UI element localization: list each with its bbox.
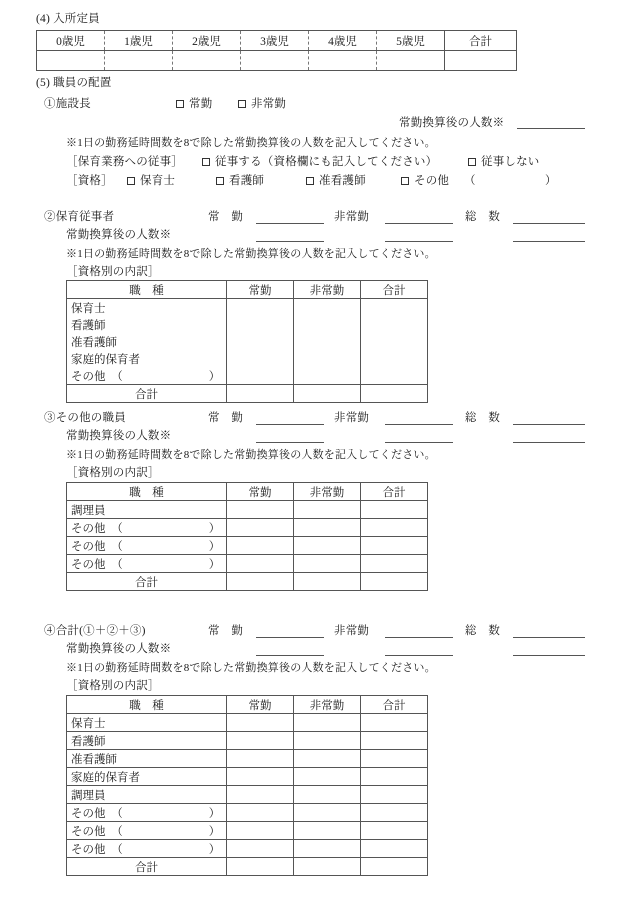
breakdown-total-cell[interactable]	[361, 750, 428, 768]
item1-qual-other-close-paren: ）	[545, 175, 557, 187]
breakdown-hijokin-cell[interactable]	[294, 350, 361, 367]
item1-hijokin-label: 非常勤	[251, 98, 287, 110]
item1-hijokin-checkbox[interactable]	[238, 99, 286, 111]
breakdown-jokin-cell[interactable]	[227, 299, 294, 317]
breakdown-jokin-cell[interactable]	[227, 350, 294, 367]
job-type-cell: 家庭的保育者	[67, 350, 227, 367]
item1-jokin-label: 常勤	[189, 98, 213, 110]
item2-sosu-label: 総 数	[465, 211, 501, 223]
item3-hijokin-input[interactable]	[385, 424, 453, 425]
item2-sosu-input[interactable]	[513, 223, 585, 224]
item2-kansan-sosu-input[interactable]	[513, 241, 585, 242]
item4-hijokin-label: 非常勤	[334, 625, 370, 637]
checkbox-icon[interactable]	[468, 158, 476, 166]
breakdown-jokin-cell[interactable]	[227, 537, 294, 555]
item4-breakdown-label: ［資格別の内訳］	[66, 680, 160, 692]
job-type-cell	[67, 519, 227, 537]
breakdown-hijokin-cell[interactable]	[294, 732, 361, 750]
job-type-label: その他 （	[71, 370, 123, 383]
job-type-cell: 調理員	[67, 786, 227, 804]
item4-hijokin-input[interactable]	[385, 637, 453, 638]
breakdown-total-cell[interactable]	[361, 316, 428, 333]
breakdown-hijokin-cell[interactable]	[294, 786, 361, 804]
breakdown-total-jokin-cell[interactable]	[227, 858, 294, 876]
breakdown-total-cell[interactable]	[361, 822, 428, 840]
item4-jokin-input[interactable]	[256, 637, 324, 638]
job-type-close-paren: ）	[208, 807, 221, 820]
breakdown-header-row	[67, 281, 428, 299]
item1-qual-hoikushi-checkbox[interactable]	[127, 176, 175, 188]
table-row	[67, 768, 428, 786]
capacity-header-cell: 2歳児	[173, 31, 241, 51]
breakdown-hijokin-cell[interactable]	[294, 537, 361, 555]
breakdown-total-cell[interactable]	[361, 519, 428, 537]
item1-qual-other-label: その他	[414, 175, 450, 187]
breakdown-total-cell[interactable]	[361, 732, 428, 750]
breakdown-header-cell: 非常勤	[294, 696, 361, 714]
item4-kansan-label: 常勤換算後の人数※	[66, 643, 172, 655]
capacity-value-cell[interactable]	[377, 51, 445, 71]
breakdown-header-cell: 合計	[361, 696, 428, 714]
job-type-cell: 調理員	[67, 501, 227, 519]
breakdown-total-label: 合計	[67, 385, 227, 403]
breakdown-hijokin-cell[interactable]	[294, 299, 361, 317]
job-type-label: その他 （	[71, 843, 123, 856]
table-row	[67, 555, 428, 573]
item1-kansan-label: 常勤換算後の人数※	[399, 117, 505, 129]
breakdown-header-cell: 非常勤	[294, 281, 361, 299]
breakdown-total-cell[interactable]	[361, 537, 428, 555]
item2-jokin-input[interactable]	[256, 223, 324, 224]
checkbox-icon[interactable]	[176, 100, 184, 108]
breakdown-total-cell[interactable]	[361, 714, 428, 732]
job-type-cell: 保育士	[67, 299, 227, 317]
breakdown-jokin-cell[interactable]	[227, 732, 294, 750]
job-type-label: その他 （	[71, 522, 123, 535]
breakdown-jokin-cell[interactable]	[227, 316, 294, 333]
capacity-value-cell[interactable]	[241, 51, 309, 71]
job-type-cell	[67, 367, 227, 385]
breakdown-jokin-cell[interactable]	[227, 768, 294, 786]
item3-sosu-label: 総 数	[465, 412, 501, 424]
item1-duty-no-label: 従事しない	[481, 156, 540, 168]
table-row	[67, 350, 428, 367]
job-type-cell	[67, 840, 227, 858]
breakdown-header-cell: 職 種	[67, 281, 227, 299]
checkbox-icon[interactable]	[127, 177, 135, 185]
breakdown-total-row	[67, 573, 428, 591]
item4-sosu-label: 総 数	[465, 625, 501, 637]
item4-kansan-jokin-input[interactable]	[256, 655, 324, 656]
capacity-header-row	[37, 31, 517, 51]
breakdown-total-hijokin-cell[interactable]	[294, 858, 361, 876]
job-type-label: その他 （	[71, 807, 123, 820]
item1-duty-label: ［保育業務への従事］	[66, 156, 183, 168]
job-type-cell	[67, 804, 227, 822]
table-row	[67, 804, 428, 822]
breakdown-total-cell[interactable]	[361, 299, 428, 317]
item1-qual-junkangoshi-checkbox[interactable]	[306, 176, 366, 188]
job-type-close-paren: ）	[208, 522, 221, 535]
table-row	[67, 840, 428, 858]
job-type-close-paren: ）	[208, 558, 221, 571]
breakdown-header-cell: 常勤	[227, 696, 294, 714]
checkbox-icon[interactable]	[401, 177, 409, 185]
capacity-header-cell: 1歳児	[105, 31, 173, 51]
breakdown-jokin-cell[interactable]	[227, 840, 294, 858]
job-type-cell: 准看護師	[67, 750, 227, 768]
table-row	[67, 822, 428, 840]
item2-title: ②保育従事者	[44, 211, 115, 223]
job-type-close-paren: ）	[208, 843, 221, 856]
breakdown-hijokin-cell[interactable]	[294, 501, 361, 519]
job-type-cell: 家庭的保育者	[67, 768, 227, 786]
item3-breakdown-table	[66, 482, 428, 591]
item3-breakdown-label: ［資格別の内訳］	[66, 467, 160, 479]
item1-qual-hoikushi-label: 保育士	[140, 175, 176, 187]
item3-jokin-label: 常 勤	[208, 412, 244, 424]
item4-kansan-sosu-input[interactable]	[513, 655, 585, 656]
job-type-close-paren: ）	[208, 825, 221, 838]
item1-qual-other-open-paren: （	[464, 175, 476, 187]
breakdown-jokin-cell[interactable]	[227, 804, 294, 822]
breakdown-hijokin-cell[interactable]	[294, 714, 361, 732]
breakdown-jokin-cell[interactable]	[227, 714, 294, 732]
breakdown-total-label: 合計	[67, 858, 227, 876]
breakdown-total-cell[interactable]	[361, 768, 428, 786]
table-row	[67, 537, 428, 555]
job-type-label: その他 （	[71, 540, 123, 553]
job-type-cell: 准看護師	[67, 333, 227, 350]
item1-qual-other-checkbox[interactable]	[401, 176, 449, 188]
breakdown-hijokin-cell[interactable]	[294, 768, 361, 786]
breakdown-jokin-cell[interactable]	[227, 822, 294, 840]
table-row	[67, 316, 428, 333]
capacity-header-cell: 合計	[445, 31, 517, 51]
item3-hijokin-label: 非常勤	[334, 412, 370, 424]
item1-jokin-checkbox[interactable]	[176, 99, 212, 111]
breakdown-hijokin-cell[interactable]	[294, 316, 361, 333]
item1-kansan-input[interactable]	[517, 128, 585, 129]
table-row	[67, 786, 428, 804]
item4-breakdown-table	[66, 695, 428, 876]
capacity-value-cell[interactable]	[37, 51, 105, 71]
item2-kansan-hijokin-input[interactable]	[385, 241, 453, 242]
item4-sosu-input[interactable]	[513, 637, 585, 638]
breakdown-jokin-cell[interactable]	[227, 367, 294, 385]
breakdown-total-cell[interactable]	[361, 555, 428, 573]
breakdown-hijokin-cell[interactable]	[294, 822, 361, 840]
table-row	[67, 367, 428, 385]
breakdown-total-hijokin-cell[interactable]	[294, 385, 361, 403]
breakdown-header-cell: 職 種	[67, 483, 227, 501]
section-5-heading: (5) 職員の配置	[36, 77, 112, 89]
breakdown-total-total-cell[interactable]	[361, 858, 428, 876]
item2-hijokin-label: 非常勤	[334, 211, 370, 223]
breakdown-header-cell: 合計	[361, 281, 428, 299]
table-row	[67, 299, 428, 317]
breakdown-jokin-cell[interactable]	[227, 519, 294, 537]
item1-note: ※1日の勤務延時間数を8で除した常勤換算後の人数を記入してください。	[66, 137, 436, 149]
breakdown-hijokin-cell[interactable]	[294, 840, 361, 858]
table-row	[67, 732, 428, 750]
table-row	[67, 714, 428, 732]
table-row	[67, 501, 428, 519]
breakdown-header-cell: 常勤	[227, 483, 294, 501]
table-row	[67, 333, 428, 350]
job-type-cell	[67, 537, 227, 555]
table-row	[67, 519, 428, 537]
breakdown-total-row	[67, 858, 428, 876]
breakdown-hijokin-cell[interactable]	[294, 750, 361, 768]
breakdown-total-jokin-cell[interactable]	[227, 573, 294, 591]
breakdown-jokin-cell[interactable]	[227, 555, 294, 573]
breakdown-header-row	[67, 696, 428, 714]
section-4-heading: (4) 入所定員	[36, 13, 100, 25]
checkbox-icon[interactable]	[216, 177, 224, 185]
breakdown-hijokin-cell[interactable]	[294, 804, 361, 822]
job-type-label: その他 （	[71, 558, 123, 571]
checkbox-icon[interactable]	[202, 158, 210, 166]
item3-kansan-hijokin-input[interactable]	[385, 442, 453, 443]
item1-duty-yes-label: 従事する（資格欄にも記入してください）	[215, 156, 438, 168]
breakdown-header-row	[67, 483, 428, 501]
item3-kansan-label: 常勤換算後の人数※	[66, 430, 172, 442]
breakdown-hijokin-cell[interactable]	[294, 367, 361, 385]
item1-title: ①施設長	[44, 98, 91, 110]
item2-kansan-jokin-input[interactable]	[256, 241, 324, 242]
item3-note: ※1日の勤務延時間数を8で除した常勤換算後の人数を記入してください。	[66, 449, 436, 461]
item2-kansan-label: 常勤換算後の人数※	[66, 229, 172, 241]
capacity-value-cell[interactable]	[445, 51, 517, 71]
breakdown-header-cell: 職 種	[67, 696, 227, 714]
item3-sosu-input[interactable]	[513, 424, 585, 425]
breakdown-jokin-cell[interactable]	[227, 333, 294, 350]
item3-kansan-jokin-input[interactable]	[256, 442, 324, 443]
capacity-header-cell: 0歳児	[37, 31, 105, 51]
breakdown-jokin-cell[interactable]	[227, 501, 294, 519]
item4-note: ※1日の勤務延時間数を8で除した常勤換算後の人数を記入してください。	[66, 662, 436, 674]
breakdown-hijokin-cell[interactable]	[294, 555, 361, 573]
checkbox-icon[interactable]	[238, 100, 246, 108]
item4-title: ④合計(①＋②＋③)	[44, 625, 146, 637]
breakdown-total-cell[interactable]	[361, 786, 428, 804]
item2-hijokin-input[interactable]	[385, 223, 453, 224]
job-type-label: その他 （	[71, 825, 123, 838]
job-type-cell: 保育士	[67, 714, 227, 732]
breakdown-total-row	[67, 385, 428, 403]
breakdown-total-label: 合計	[67, 573, 227, 591]
capacity-value-row	[37, 51, 517, 71]
breakdown-header-cell: 合計	[361, 483, 428, 501]
breakdown-total-jokin-cell[interactable]	[227, 385, 294, 403]
breakdown-total-cell[interactable]	[361, 367, 428, 385]
item1-duty-no-checkbox[interactable]	[468, 157, 540, 169]
item1-qual-kangoshi-label: 看護師	[229, 175, 265, 187]
capacity-header-cell: 3歳児	[241, 31, 309, 51]
breakdown-total-total-cell[interactable]	[361, 385, 428, 403]
job-type-cell: 看護師	[67, 732, 227, 750]
capacity-header-cell: 5歳児	[377, 31, 445, 51]
table-row	[67, 750, 428, 768]
item2-breakdown-table	[66, 280, 428, 403]
breakdown-total-cell[interactable]	[361, 350, 428, 367]
item4-kansan-hijokin-input[interactable]	[385, 655, 453, 656]
breakdown-total-hijokin-cell[interactable]	[294, 573, 361, 591]
capacity-header-cell: 4歳児	[309, 31, 377, 51]
breakdown-total-cell[interactable]	[361, 804, 428, 822]
job-type-cell	[67, 822, 227, 840]
item3-jokin-input[interactable]	[256, 424, 324, 425]
breakdown-jokin-cell[interactable]	[227, 750, 294, 768]
breakdown-total-cell[interactable]	[361, 840, 428, 858]
breakdown-jokin-cell[interactable]	[227, 786, 294, 804]
breakdown-hijokin-cell[interactable]	[294, 519, 361, 537]
breakdown-header-cell: 非常勤	[294, 483, 361, 501]
item1-qual-junkangoshi-label: 准看護師	[319, 175, 366, 187]
breakdown-total-cell[interactable]	[361, 501, 428, 519]
job-type-close-paren: ）	[208, 370, 221, 383]
item1-qual-kangoshi-checkbox[interactable]	[216, 176, 264, 188]
item3-kansan-sosu-input[interactable]	[513, 442, 585, 443]
checkbox-icon[interactable]	[306, 177, 314, 185]
job-type-cell: 看護師	[67, 316, 227, 333]
capacity-value-cell[interactable]	[173, 51, 241, 71]
item2-jokin-label: 常 勤	[208, 211, 244, 223]
item2-breakdown-label: ［資格別の内訳］	[66, 266, 160, 278]
capacity-table	[36, 30, 517, 71]
item1-qual-label: ［資格］	[66, 175, 113, 187]
item4-jokin-label: 常 勤	[208, 625, 244, 637]
item1-duty-yes-checkbox[interactable]	[202, 157, 437, 169]
breakdown-total-total-cell[interactable]	[361, 573, 428, 591]
breakdown-header-cell: 常勤	[227, 281, 294, 299]
breakdown-hijokin-cell[interactable]	[294, 333, 361, 350]
job-type-cell	[67, 555, 227, 573]
item2-note: ※1日の勤務延時間数を8で除した常勤換算後の人数を記入してください。	[66, 248, 436, 260]
item3-title: ③その他の職員	[44, 412, 126, 424]
job-type-close-paren: ）	[208, 540, 221, 553]
breakdown-total-cell[interactable]	[361, 333, 428, 350]
capacity-value-cell[interactable]	[309, 51, 377, 71]
capacity-value-cell[interactable]	[105, 51, 173, 71]
